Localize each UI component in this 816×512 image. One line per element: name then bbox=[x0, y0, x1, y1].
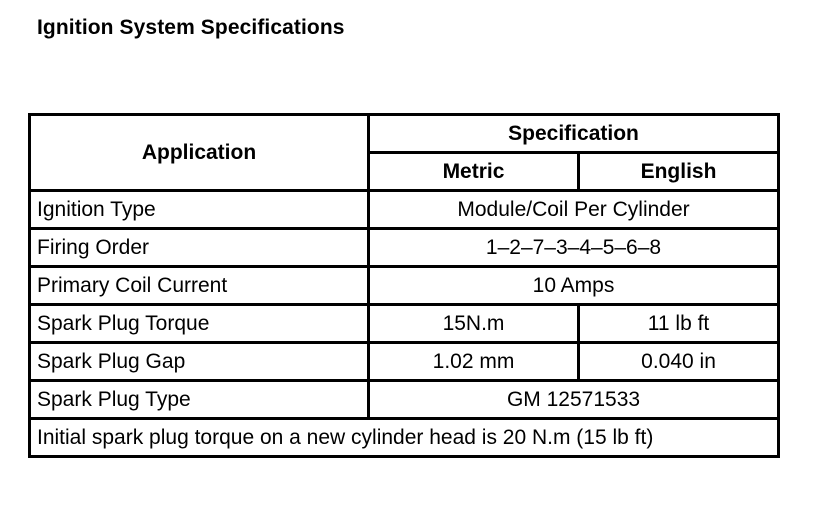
english-cell: 0.040 in bbox=[579, 343, 779, 381]
metric-header: Metric bbox=[369, 153, 579, 191]
english-cell: 11 lb ft bbox=[579, 305, 779, 343]
application-cell: Spark Plug Type bbox=[30, 381, 369, 419]
application-cell: Primary Coil Current bbox=[30, 267, 369, 305]
application-cell: Ignition Type bbox=[30, 191, 369, 229]
spec-cell: Module/Coil Per Cylinder bbox=[369, 191, 779, 229]
note-row bbox=[30, 419, 779, 457]
metric-cell: 1.02 mm bbox=[369, 343, 579, 381]
metric-cell: 15N.m bbox=[369, 305, 579, 343]
spec-cell: 10 Amps bbox=[369, 267, 779, 305]
application-header: Application bbox=[30, 115, 369, 191]
table-row bbox=[30, 305, 779, 343]
spec-cell: 1–2–7–3–4–5–6–8 bbox=[369, 229, 779, 267]
application-cell: Spark Plug Torque bbox=[30, 305, 369, 343]
page-title: Ignition System Specifications bbox=[37, 16, 345, 39]
english-header: English bbox=[579, 153, 779, 191]
table-row bbox=[30, 267, 779, 305]
specification-header: Specification bbox=[369, 115, 779, 153]
table-row bbox=[30, 343, 779, 381]
header-row-top bbox=[30, 115, 779, 153]
torque-note: Initial spark plug torque on a new cylinder head is 20 N.m (15 lb ft) bbox=[30, 419, 779, 457]
application-cell: Firing Order bbox=[30, 229, 369, 267]
table-row bbox=[30, 229, 779, 267]
spec-cell: GM 12571533 bbox=[369, 381, 779, 419]
ignition-spec-table bbox=[28, 113, 780, 458]
table-row bbox=[30, 381, 779, 419]
application-cell: Spark Plug Gap bbox=[30, 343, 369, 381]
table-row bbox=[30, 191, 779, 229]
